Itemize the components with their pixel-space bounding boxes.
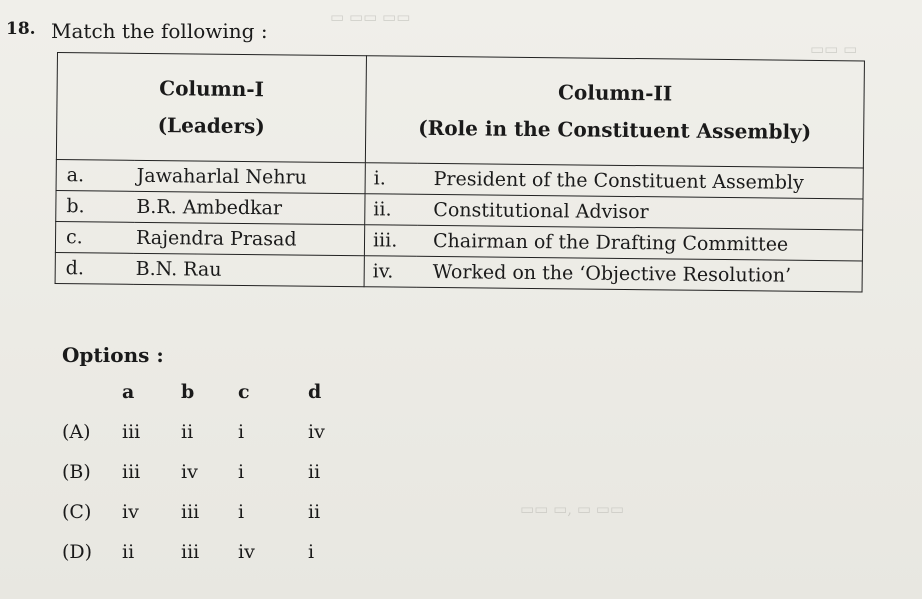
match-table — [55, 52, 865, 292]
question-text: Match the following : — [51, 19, 268, 43]
option-label[interactable]: (D) — [62, 541, 93, 563]
option-value: iv — [181, 461, 198, 483]
option-value: ii — [308, 461, 321, 483]
question-number: 18. — [6, 19, 36, 39]
column-1-subtitle: (Leaders) — [157, 113, 265, 139]
role-text: Chairman of the Drafting Committee — [417, 225, 863, 261]
option-value: i — [238, 461, 245, 483]
option-value: iv — [308, 421, 325, 443]
option-value: i — [238, 421, 245, 443]
role-text: President of the Constituent Assembly — [418, 163, 864, 199]
options-header-a: a — [122, 381, 135, 403]
leader-name: B.N. Rau — [134, 253, 365, 286]
option-value: i — [308, 541, 315, 563]
option-label[interactable]: (B) — [62, 461, 91, 483]
bleed-through-text: ▭▭ ▭ — [810, 40, 858, 58]
options-header-b: b — [181, 381, 195, 403]
option-label[interactable]: (C) — [62, 501, 92, 523]
options-header-d: d — [308, 381, 322, 403]
option-value: iii — [181, 541, 200, 563]
bleed-through-text: ▭▭ ▭, ▭ ▭▭ — [520, 500, 625, 518]
option-value: iii — [181, 501, 200, 523]
option-value: iii — [122, 421, 141, 443]
option-value: iv — [238, 541, 255, 563]
bleed-through-text: ▭ ▭▭ ▭▭ — [330, 8, 411, 26]
leader-name: Jawaharlal Nehru — [135, 160, 366, 193]
role-numeral: i. — [365, 163, 418, 195]
role-numeral: ii. — [365, 194, 418, 226]
role-text: Constitutional Advisor — [417, 194, 863, 230]
row-letter: c. — [55, 221, 134, 253]
option-label[interactable]: (A) — [62, 421, 91, 443]
row-letter: d. — [55, 252, 134, 284]
role-numeral: iii. — [364, 225, 417, 257]
leader-name: Rajendra Prasad — [134, 222, 365, 255]
option-value: ii — [122, 541, 135, 563]
leader-name: B.R. Ambedkar — [134, 191, 365, 224]
column-2-title: Column-II — [557, 80, 673, 106]
option-value: ii — [181, 421, 194, 443]
column-1-header — [56, 53, 366, 163]
option-value: iv — [122, 501, 139, 523]
option-value: iii — [122, 461, 141, 483]
column-1-title: Column-I — [159, 76, 265, 102]
row-letter: a. — [56, 159, 135, 191]
options-label: Options : — [62, 343, 164, 367]
column-2-header — [365, 56, 864, 168]
row-letter: b. — [56, 190, 135, 222]
role-numeral: iv. — [364, 256, 417, 288]
option-value: ii — [308, 501, 321, 523]
role-text: Worked on the ‘Objective Resolution’ — [417, 256, 863, 292]
column-2-subtitle: (Role in the Constituent Assembly) — [418, 115, 812, 144]
options-header-c: c — [238, 381, 250, 403]
option-value: i — [238, 501, 245, 523]
table-header-row — [56, 53, 864, 168]
